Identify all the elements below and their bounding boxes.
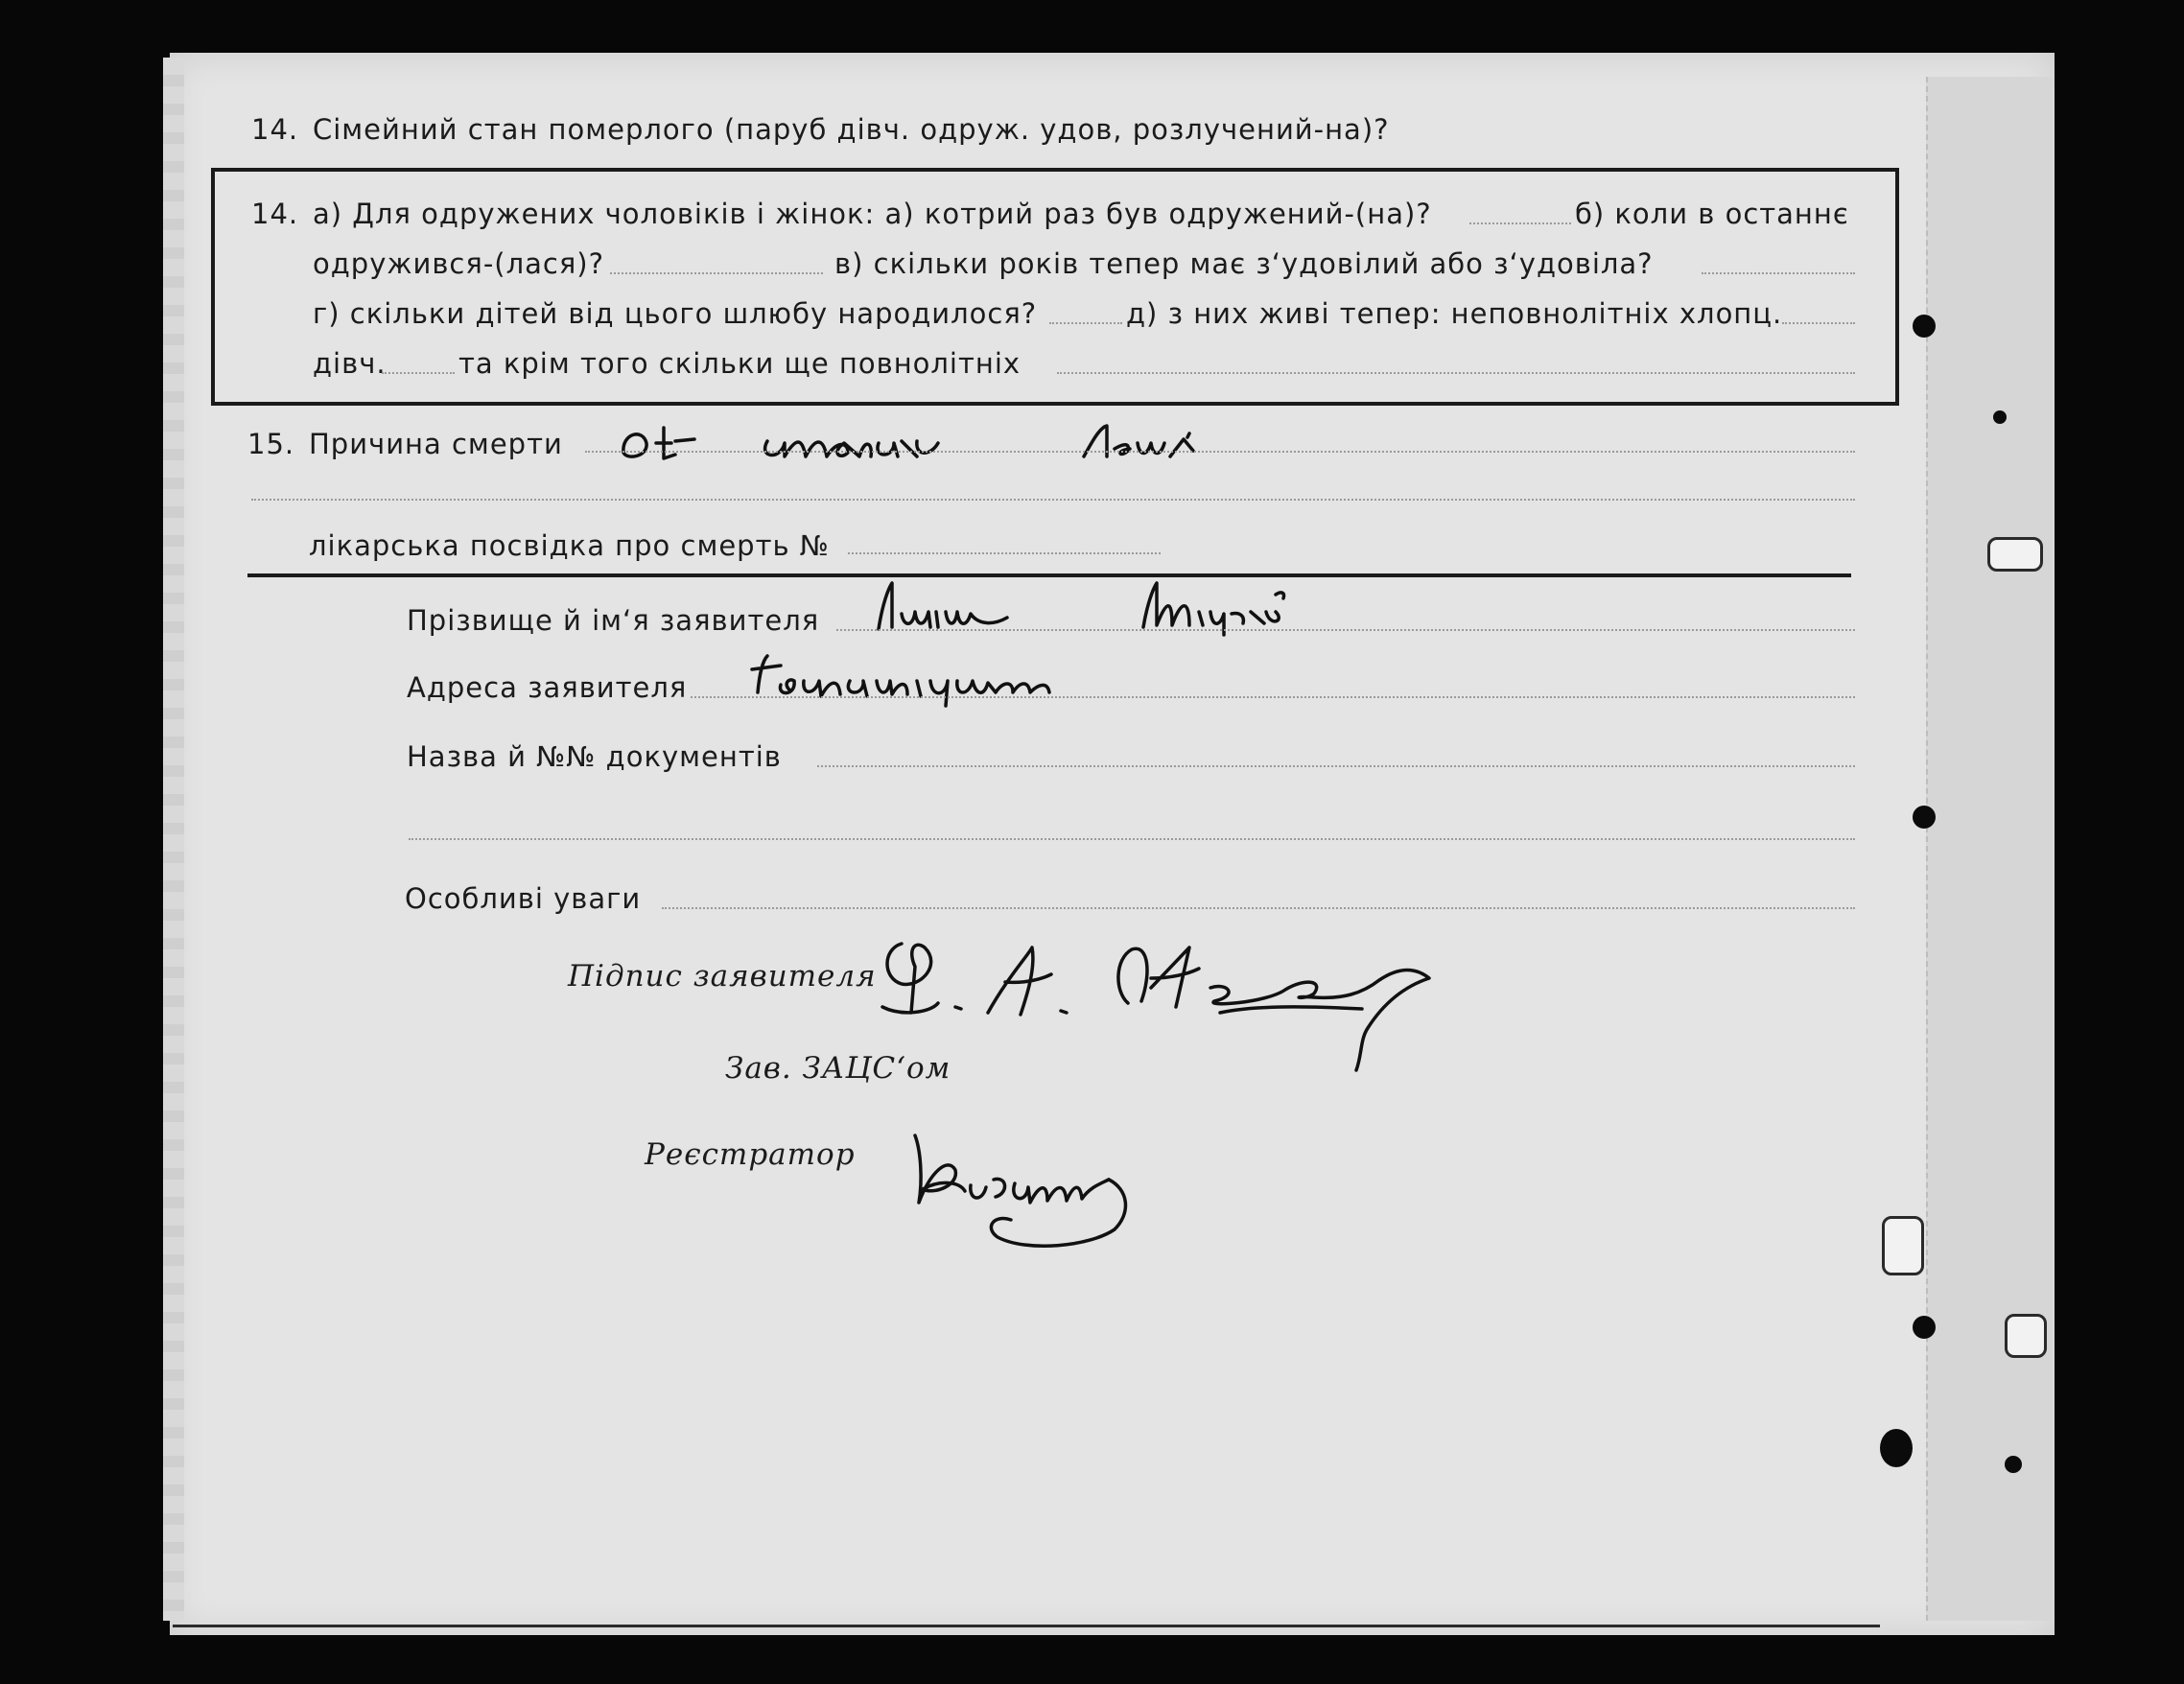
item14a-line1b: б) коли в останнє xyxy=(1575,198,1849,230)
item14a-line3b: д) з них живі тепер: неповнолітніх хлопц. xyxy=(1126,297,1783,330)
fill-line xyxy=(585,451,1855,453)
registrar-label: Реєстратор xyxy=(645,1137,856,1172)
applicant-name-handwriting xyxy=(863,575,1362,643)
punch-hole xyxy=(2005,1456,2022,1473)
fill-line xyxy=(662,907,1855,909)
binding-clip xyxy=(1882,1216,1924,1275)
applicant-signature xyxy=(863,921,1477,1084)
applicant-name-label: Прізвище й ім‘я заявителя xyxy=(407,604,820,637)
item14-number: 14. xyxy=(251,113,299,146)
paper-left-edge xyxy=(163,58,184,1621)
registrar-signature xyxy=(902,1112,1189,1256)
punch-hole xyxy=(1993,410,2007,424)
item14a-line1a: а) Для одружених чоловіків і жінок: а) котрий раз був одружений-(на)? xyxy=(313,198,1432,230)
item14a-line3a: г) скільки дітей від цього шлюбу народилося? xyxy=(313,297,1038,330)
documents-label: Назва й №№ документів xyxy=(407,740,782,773)
binding-clip xyxy=(1987,537,2043,572)
item15-number: 15. xyxy=(247,428,295,460)
item14a-line2a: одружився-(лася)? xyxy=(313,247,604,280)
medical-certificate-label: лікарська посвідка про смерть № xyxy=(309,529,830,562)
fill-line xyxy=(1782,322,1855,324)
item14-question: Сімейний стан померлого (паруб дівч. одруж. удов, розлучений-на)? xyxy=(313,113,1390,146)
punch-hole xyxy=(1880,1429,1913,1467)
zags-head-label: Зав. ЗАЦС‘ом xyxy=(725,1051,951,1086)
fill-line xyxy=(691,696,1855,698)
fill-line xyxy=(836,629,1855,631)
page-bottom-rule xyxy=(173,1625,1880,1627)
fill-line xyxy=(382,372,455,374)
fill-line xyxy=(848,552,1161,554)
fill-line xyxy=(1469,222,1571,224)
fill-line xyxy=(1049,322,1122,324)
cause-of-death-handwriting xyxy=(614,414,1247,472)
fill-line xyxy=(251,499,1855,501)
fill-line xyxy=(817,765,1855,767)
item14a-number: 14. xyxy=(251,198,299,230)
fill-line xyxy=(1702,272,1855,274)
binding-strip xyxy=(1926,77,2053,1621)
item14a-line4a: дівч. xyxy=(313,347,387,380)
remarks-label: Особливі уваги xyxy=(405,882,642,915)
fill-line xyxy=(1057,372,1855,374)
fill-line xyxy=(409,838,1855,840)
punch-hole xyxy=(1913,315,1936,338)
item14a-line2b: в) скільки років тепер має з‘удовілий або з‘удовіла? xyxy=(834,247,1654,280)
binding-clip xyxy=(2005,1314,2047,1358)
cause-of-death-label: Причина смерти xyxy=(309,428,563,460)
applicant-signature-label: Підпис заявителя xyxy=(568,959,877,994)
punch-hole xyxy=(1913,1316,1936,1339)
punch-hole xyxy=(1913,806,1936,829)
applicant-address-label: Адреса заявителя xyxy=(407,671,688,704)
applicant-address-handwriting xyxy=(748,643,1151,710)
item14a-line4b: та крім того скільки ще повнолітніх xyxy=(458,347,1022,380)
fill-line xyxy=(610,272,823,274)
